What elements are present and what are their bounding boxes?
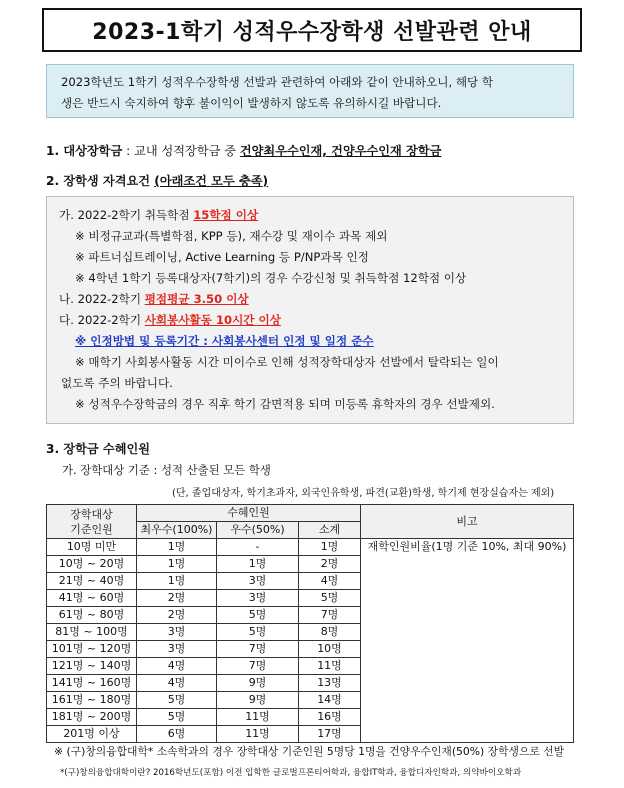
table-cell: 21명 ~ 40명 bbox=[47, 573, 137, 590]
table-cell: 9명 bbox=[217, 675, 299, 692]
table-cell: 14명 bbox=[299, 692, 361, 709]
table-cell: 41명 ~ 60명 bbox=[47, 590, 137, 607]
table-cell: 11명 bbox=[217, 709, 299, 726]
table-cell: 5명 bbox=[137, 692, 217, 709]
req-c-blue: ※ 인정방법 및 등록기간 : 사회봉사센터 인정 및 일정 준수 bbox=[75, 334, 374, 348]
table-cell: 61명 ~ 80명 bbox=[47, 607, 137, 624]
th-total: 소계 bbox=[299, 522, 361, 539]
section-1-sep: : bbox=[122, 144, 135, 158]
req-c-prefix: 다. 2022-2학기 bbox=[59, 313, 145, 327]
table-cell: 201명 이상 bbox=[47, 726, 137, 743]
table-cell: 17명 bbox=[299, 726, 361, 743]
remark-cell: 재학인원비율(1명 기준 10%, 최대 90%) bbox=[361, 539, 574, 743]
table-cell: 81명 ~ 100명 bbox=[47, 624, 137, 641]
table-cell: 5명 bbox=[217, 607, 299, 624]
req-c-value: 사회봉사활동 10시간 이상 bbox=[144, 313, 281, 327]
table-cell: 11명 bbox=[299, 658, 361, 675]
section-2-note: (아래조건 모두 충족) bbox=[154, 174, 269, 188]
notice-box bbox=[46, 64, 574, 118]
section-3-paren: (단, 졸업대상자, 학기초과자, 외국인유학생, 파견(교환)학생, 학기제 현장실습자는 제외) bbox=[172, 488, 555, 499]
req-a-value: 15학점 이상 bbox=[193, 208, 259, 222]
section-1-heading: 1. 대상장학금 bbox=[46, 144, 123, 158]
table-cell: 1명 bbox=[217, 556, 299, 573]
table-cell: 10명 미만 bbox=[47, 539, 137, 556]
scholarship-table bbox=[46, 504, 574, 743]
table-cell: 3명 bbox=[137, 624, 217, 641]
table-cell: 7명 bbox=[299, 607, 361, 624]
title-box bbox=[42, 8, 582, 52]
table-cell: 11명 bbox=[217, 726, 299, 743]
th-remark: 비고 bbox=[361, 505, 574, 539]
table-cell: 1명 bbox=[137, 539, 217, 556]
table-cell: 9명 bbox=[217, 692, 299, 709]
req-c-sub1: ※ 매학기 사회봉사활동 시간 미이수로 인해 성적장학대상자 선발에서 탈락되는 일이 bbox=[75, 355, 499, 369]
table-cell: 101명 ~ 120명 bbox=[47, 641, 137, 658]
table-cell: 10명 bbox=[299, 641, 361, 658]
req-c-blue-wrap bbox=[59, 331, 561, 352]
section-2-title bbox=[46, 172, 268, 189]
section-3-heading: 3. 장학금 수혜인원 bbox=[46, 442, 151, 456]
th-best: 최우수(100%) bbox=[137, 522, 217, 539]
table-cell: 10명 ~ 20명 bbox=[47, 556, 137, 573]
section-1-text: 교내 성적장학금 중 bbox=[134, 144, 240, 158]
table-cell: - bbox=[217, 539, 299, 556]
page-title: 2023-1학기 성적우수장학생 선발관련 안내 bbox=[92, 19, 532, 45]
notice-line-2: 생은 반드시 숙지하여 향후 불이익이 발생하지 않도록 유의하시길 바랍니다. bbox=[61, 96, 442, 110]
table-cell: 2명 bbox=[137, 590, 217, 607]
table-cell: 5명 bbox=[299, 590, 361, 607]
table-cell: 3명 bbox=[137, 641, 217, 658]
req-c-sub2: ※ 성적우수장학금의 경우 직후 학기 감면적용 되며 미등록 휴학자의 경우 선발제외. bbox=[75, 397, 495, 411]
requirements-box bbox=[46, 196, 574, 424]
section-2-heading: 2. 장학생 자격요건 bbox=[46, 174, 155, 188]
table-cell: 6명 bbox=[137, 726, 217, 743]
table-cell: 1명 bbox=[299, 539, 361, 556]
table-cell: 4명 bbox=[137, 675, 217, 692]
table-row bbox=[47, 539, 574, 556]
section-1 bbox=[46, 142, 441, 159]
req-a-prefix: 가. 2022-2학기 취득학점 bbox=[59, 208, 194, 222]
table-cell: 7명 bbox=[217, 658, 299, 675]
table-cell: 1명 bbox=[137, 556, 217, 573]
table-cell: 3명 bbox=[217, 590, 299, 607]
table-cell: 5명 bbox=[137, 709, 217, 726]
section-1-highlight: 건양최우수인재, 건양우수인재 장학금 bbox=[239, 144, 442, 158]
table-cell: 2명 bbox=[137, 607, 217, 624]
table-cell: 121명 ~ 140명 bbox=[47, 658, 137, 675]
req-b-prefix: 나. 2022-2학기 bbox=[59, 292, 145, 306]
table-cell: 181명 ~ 200명 bbox=[47, 709, 137, 726]
notice-line-1: 2023학년도 1학기 성적우수장학생 선발과 관련하여 아래와 같이 안내하오니, 해당 학 bbox=[61, 75, 494, 89]
table-cell: 3명 bbox=[217, 573, 299, 590]
table-cell: 7명 bbox=[217, 641, 299, 658]
req-b bbox=[59, 289, 561, 310]
table-cell: 161명 ~ 180명 bbox=[47, 692, 137, 709]
req-b-value: 평점평균 3.50 이상 bbox=[144, 292, 249, 306]
req-a-sub2: ※ 파트너십트레이닝, Active Learning 등 P/NP과목 인정 bbox=[75, 250, 369, 264]
footnote-1: ※ (구)창의융합대학* 소속학과의 경우 장학대상 기준인원 5명당 1명을 건양우수인재(50%) 장학생으로 선발 bbox=[54, 745, 565, 758]
table-cell: 8명 bbox=[299, 624, 361, 641]
table-cell: 16명 bbox=[299, 709, 361, 726]
footnote-2: *(구)창의융합대학이란? 2016학년도(포함) 이전 입학한 글로벌프론티어학과, 융합IT학과, 융합디자인학과, 의약바이오학과 bbox=[60, 768, 522, 778]
req-c bbox=[59, 310, 561, 331]
req-c-sub1b: 없도록 주의 바랍니다. bbox=[61, 376, 173, 390]
req-a-sub1: ※ 비정규교과(특별학점, KPP 등), 재수강 및 재이수 과목 제외 bbox=[75, 229, 388, 243]
table-cell: 4명 bbox=[299, 573, 361, 590]
table-cell: 2명 bbox=[299, 556, 361, 573]
section-3-sub: 가. 장학대상 기준 : 성적 산출된 모든 학생 bbox=[62, 463, 271, 477]
th-base bbox=[47, 505, 137, 539]
req-a bbox=[59, 205, 561, 226]
th-base-1: 장학대상 bbox=[70, 507, 113, 521]
table-body bbox=[47, 539, 574, 743]
table-cell: 13명 bbox=[299, 675, 361, 692]
table-cell: 4명 bbox=[137, 658, 217, 675]
table-cell: 5명 bbox=[217, 624, 299, 641]
table-cell: 1명 bbox=[137, 573, 217, 590]
req-a-sub3: ※ 4학년 1학기 등록대상자(7학기)의 경우 수강신청 및 취득학점 12학점 이상 bbox=[75, 271, 467, 285]
th-recipients: 수혜인원 bbox=[137, 505, 361, 522]
th-good: 우수(50%) bbox=[217, 522, 299, 539]
table-cell: 141명 ~ 160명 bbox=[47, 675, 137, 692]
th-base-2: 기준인원 bbox=[70, 522, 113, 536]
